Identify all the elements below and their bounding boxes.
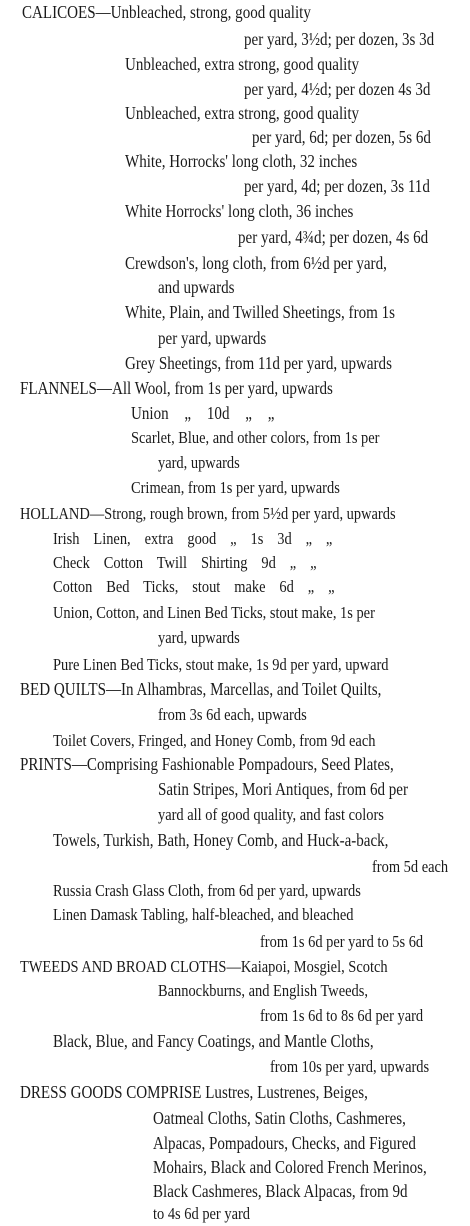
calicoes-price-line: per yard, 4½d; per dozen 4s 3d [244,79,431,99]
coatings-item-line: Black, Blue, and Fancy Coatings, and Mantle Cloths, [53,1031,374,1051]
dress-goods-price-line: to 4s 6d per yard [153,1204,251,1223]
holland-continuation-line: yard, upwards [158,628,240,647]
damask-item-line: Linen Damask Tabling, half-bleached, and bleached [53,905,354,924]
bed-quilts-heading-line: BED QUILTS—In Alhambras, Marcellas, and Toilet Quilts, [20,679,382,699]
towels-item-line: Towels, Turkish, Bath, Honey Comb, and Huck-a-back, [53,830,389,850]
tweeds-continuation-line: Bannockburns, and English Tweeds, [158,981,368,1000]
holland-item-line: Cotton Bed Ticks, stout make 6d „ „ [53,577,335,596]
calicoes-item-line: Grey Sheetings, from 11d per yard, upwards [125,353,392,373]
calicoes-item-line: White, Plain, and Twilled Sheetings, from 1s [125,302,395,322]
flannels-item-line: Scarlet, Blue, and other colors, from 1s per [131,428,380,447]
holland-item-line: Irish Linen, extra good „ 1s 3d „ „ [53,529,333,548]
coatings-price-line: from 10s per yard, upwards [270,1057,430,1076]
holland-item-line: Check Cotton Twill Shirting 9d „ „ [53,553,317,572]
calicoes-heading-line: CALICOES—Unbleached, strong, good quality [22,2,311,22]
dress-goods-continuation-line: Alpacas, Pompadours, Checks, and Figured [153,1133,416,1153]
prints-continuation-line: yard all of good quality, and fast colors [158,805,384,824]
towels-price-line: from 5d each [372,857,449,876]
calicoes-item-line: Crewdson's, long cloth, from 6½d per yard, [125,253,387,273]
holland-item-line: Pure Linen Bed Ticks, stout make, 1s 9d per yard, upward [53,655,389,674]
prints-heading-line: PRINTS—Comprising Fashionable Pompadours, Seed Plates, [20,754,394,774]
glass-cloth-item-line: Russia Crash Glass Cloth, from 6d per yard, upwards [53,881,361,900]
calicoes-price-line: per yard, 4d; per dozen, 3s 11d [244,176,430,196]
dress-goods-continuation-line: Oatmeal Cloths, Satin Cloths, Cashmeres, [153,1108,406,1128]
calicoes-item-line: Unbleached, extra strong, good quality [125,54,360,74]
bed-quilts-item-line: Toilet Covers, Fringed, and Honey Comb, from 9d each [53,731,376,750]
calicoes-price-line: per yard, 6d; per dozen, 5s 6d [252,127,431,147]
bed-quilts-continuation-line: from 3s 6d each, upwards [158,705,307,724]
calicoes-continuation-line: per yard, upwards [158,328,267,348]
dress-goods-heading-line: DRESS GOODS COMPRISE Lustres, Lustrenes, Beiges, [20,1082,368,1102]
dress-goods-continuation-line: Mohairs, Black and Colored French Merinos, [153,1157,427,1177]
tweeds-price-line: from 1s 6d to 8s 6d per yard [260,1006,424,1025]
calicoes-item-line: White Horrocks' long cloth, 36 inches [125,201,354,221]
damask-price-line: from 1s 6d per yard to 5s 6d [260,932,424,951]
flannels-item-line: Crimean, from 1s per yard, upwards [131,478,340,497]
prints-continuation-line: Satin Stripes, Mori Antiques, from 6d per [158,779,408,799]
holland-heading-line: HOLLAND—Strong, rough brown, from 5½d per yard, upwards [20,504,396,523]
calicoes-item-line: Unbleached, extra strong, good quality [125,103,360,123]
flannels-continuation-line: yard, upwards [158,453,240,472]
calicoes-price-line: per yard, 3½d; per dozen, 3s 3d [244,29,435,49]
holland-item-line: Union, Cotton, and Linen Bed Ticks, stout make, 1s per [53,603,375,622]
dress-goods-continuation-line: Black Cashmeres, Black Alpacas, from 9d [153,1181,408,1201]
calicoes-price-line: per yard, 4¾d; per dozen, 4s 6d [238,227,429,247]
flannels-heading-line: FLANNELS—All Wool, from 1s per yard, upwards [20,378,333,398]
calicoes-continuation-line: and upwards [158,277,235,297]
flannels-item-line: Union „ 10d „ „ [131,403,275,423]
calicoes-item-line: White, Horrocks' long cloth, 32 inches [125,151,358,171]
tweeds-heading-line: TWEEDS AND BROAD CLOTHS—Kaiapoi, Mosgiel, Scotch [20,957,388,976]
